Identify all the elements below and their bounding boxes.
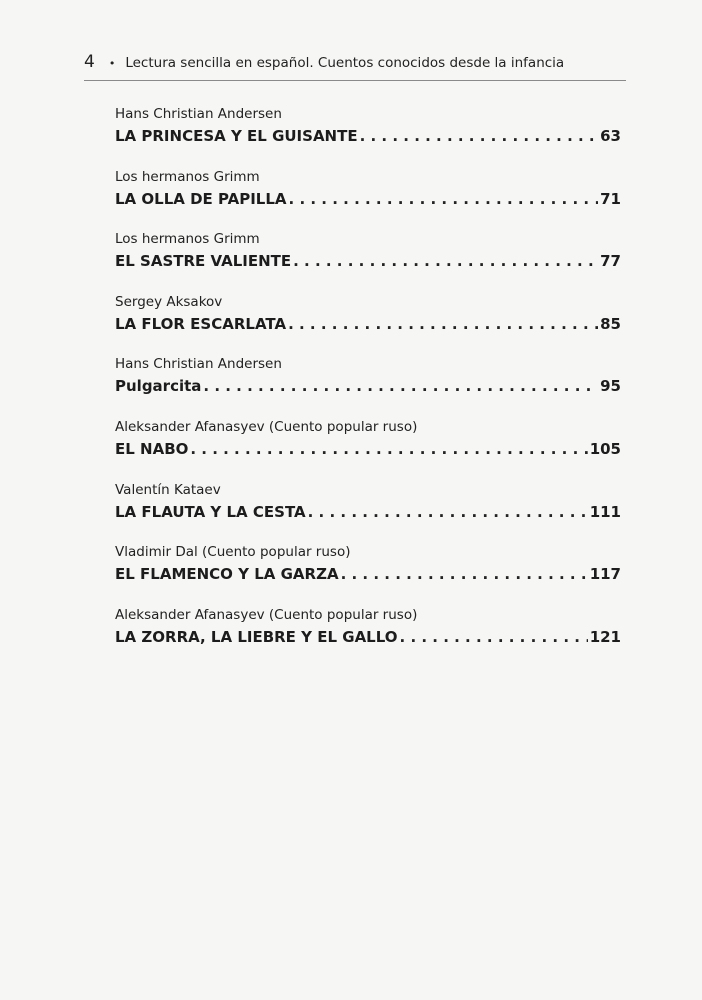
toc-page-number: 71 xyxy=(600,189,621,208)
dot-leader xyxy=(308,501,588,523)
toc-title: EL SASTRE VALIENTE xyxy=(115,252,292,271)
running-header xyxy=(84,52,626,72)
toc-entry[interactable] xyxy=(115,419,621,482)
toc-line xyxy=(115,250,621,272)
dot-leader xyxy=(341,563,588,585)
toc-entry[interactable] xyxy=(115,607,621,670)
toc-title: LA PRINCESA Y EL GUISANTE xyxy=(115,127,358,145)
toc-line xyxy=(115,563,621,585)
header-bullet: • xyxy=(108,57,116,70)
toc-page-number: 95 xyxy=(600,377,621,396)
toc-entry[interactable] xyxy=(115,294,621,357)
toc-line xyxy=(115,125,621,147)
page-number: 4 xyxy=(84,52,95,72)
toc-title: EL NABO xyxy=(115,439,189,458)
dot-leader xyxy=(400,626,588,648)
toc-line xyxy=(115,438,621,460)
toc-author: Vladimir Dal (Cuento popular ruso) xyxy=(115,544,351,561)
toc-author: Los hermanos Grimm xyxy=(115,168,260,185)
dot-leader xyxy=(288,313,598,335)
toc-entry[interactable] xyxy=(115,106,621,169)
toc-entry[interactable] xyxy=(115,169,621,232)
toc-entry[interactable] xyxy=(115,544,621,607)
toc-page-number: 121 xyxy=(589,627,621,646)
toc-page-number: 77 xyxy=(600,252,621,271)
dot-leader xyxy=(203,375,598,397)
dot-leader xyxy=(360,125,599,147)
toc-line xyxy=(115,375,621,397)
dot-leader xyxy=(289,188,599,210)
toc-page-number: 111 xyxy=(589,502,621,521)
toc-line xyxy=(115,626,621,648)
dot-leader xyxy=(293,250,598,272)
dot-leader xyxy=(190,438,587,460)
toc-author: Valentín Kataev xyxy=(115,481,221,498)
toc-page-number: 85 xyxy=(600,314,621,333)
toc-title: LA OLLA DE PAPILLA xyxy=(115,189,287,208)
toc-author: Sergey Aksakov xyxy=(115,293,223,310)
toc-author: Aleksander Afanasyev (Cuento popular ruso) xyxy=(115,606,418,623)
toc-page-number: 105 xyxy=(589,439,621,458)
toc-line xyxy=(115,501,621,523)
toc-title: Pulgarcita xyxy=(115,377,202,396)
toc-title: LA FLAUTA Y LA CESTA xyxy=(115,502,306,521)
toc-author: Hans Christian Andersen xyxy=(115,106,282,122)
toc-line xyxy=(115,313,621,335)
toc-title: LA ZORRA, LA LIEBRE Y EL GALLO xyxy=(115,627,398,646)
toc-author: Hans Christian Andersen xyxy=(115,356,282,373)
toc-page-number: 63 xyxy=(600,127,621,145)
table-of-contents xyxy=(115,106,621,669)
toc-page-number: 117 xyxy=(589,565,621,584)
running-title: Lectura sencilla en español. Cuentos conocidos desde la infancia xyxy=(125,55,565,71)
toc-author: Aleksander Afanasyev (Cuento popular ruso) xyxy=(115,418,418,435)
toc-entry[interactable] xyxy=(115,482,621,545)
toc-title: LA FLOR ESCARLATA xyxy=(115,314,287,333)
toc-entry[interactable] xyxy=(115,356,621,419)
header-rule xyxy=(84,80,626,81)
toc-title: EL FLAMENCO Y LA GARZA xyxy=(115,565,339,584)
toc-author: Los hermanos Grimm xyxy=(115,231,260,248)
toc-line xyxy=(115,188,621,210)
toc-entry[interactable] xyxy=(115,231,621,294)
